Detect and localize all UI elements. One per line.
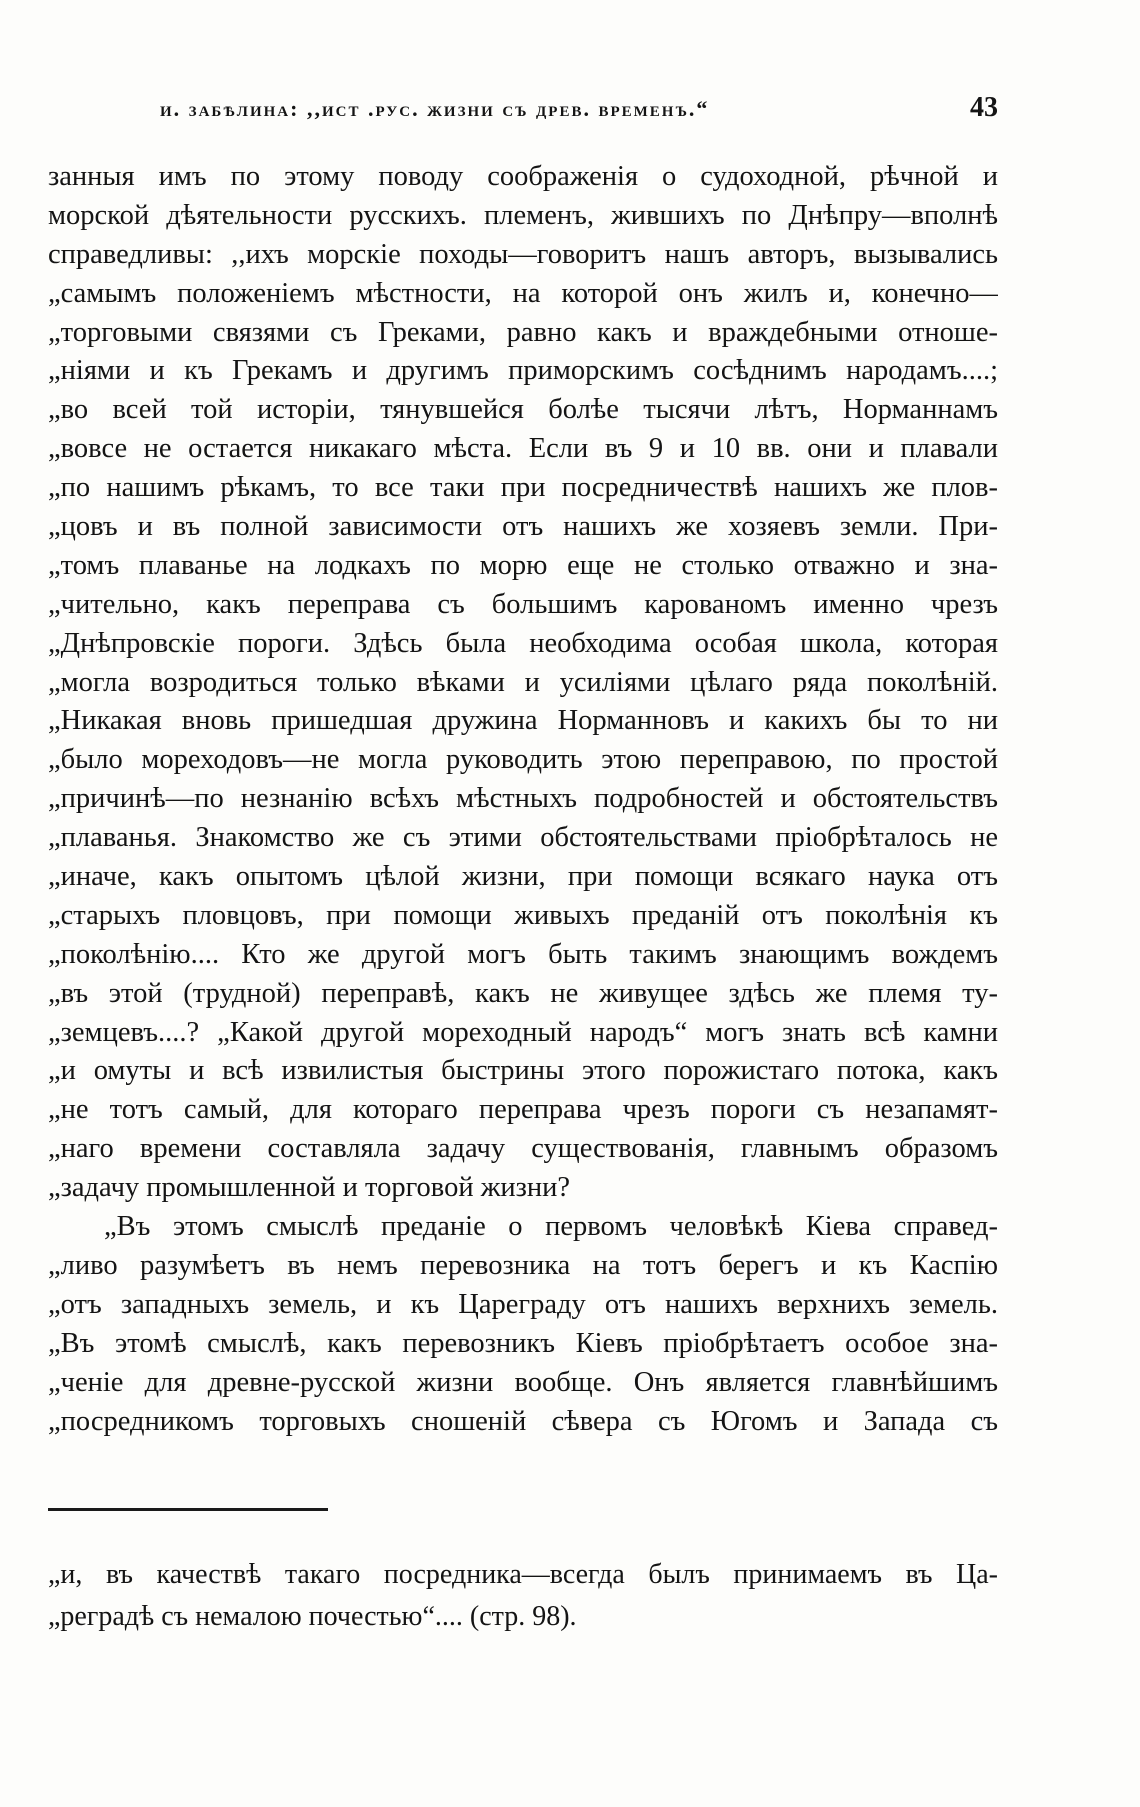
- text-line: „поколѣнію.... Кто же другой могъ быть такимъ знающимъ вождемъ: [48, 938, 998, 970]
- text-line: „и омуты и всѣ извилистыя быстрины этого порожистаго потока, какъ: [48, 1055, 998, 1087]
- text-line: „отъ западныхъ земель, и къ Цареграду отъ нашихъ верхнихъ земель.: [48, 1288, 998, 1320]
- text-line: „могла возродиться только вѣками и усиліями цѣлаго ряда поколѣній.: [48, 666, 998, 698]
- text-line: занныя имъ по этому поводу соображенія о судоходной, рѣчной и: [48, 161, 998, 192]
- text-line: „старыхъ пловцовъ, при помощи живыхъ преданій отъ поколѣнія къ: [48, 899, 998, 931]
- text-line: „наго времени составляла задачу существованія, главнымъ образомъ: [48, 1133, 998, 1165]
- text-line: „торговыми связями съ Греками, равно какъ и враждебными отноше-: [48, 316, 998, 348]
- paragraph-start-line: „Въ этомъ смыслѣ преданіе о первомъ человѣкѣ Кіева справед-: [104, 1211, 998, 1243]
- body-text: [48, 158, 998, 1441]
- footnote-line: „реградѣ съ немалою почестью“.... (стр. 98).: [48, 1601, 577, 1632]
- text-line: „ливо разумѣетъ въ немъ перевозника на тотъ берегъ и къ Каспію: [48, 1249, 998, 1281]
- footnote: [48, 1554, 998, 1638]
- text-line: „въ этой (трудной) переправѣ, какъ не живущее здѣсь же племя ту-: [48, 977, 998, 1009]
- running-head: [160, 92, 998, 132]
- text-line: „было мореходовъ—не могла руководить этою переправою, по простой: [48, 744, 998, 776]
- text-line: „цовъ и въ полной зависимости отъ нашихъ же хозяевъ земли. При-: [48, 511, 998, 543]
- text-line: „посредникомъ торговыхъ сношеній сѣвера съ Югомъ и Запада съ: [48, 1405, 998, 1437]
- running-title: и. забѣлина: ,,ист .рус. жизни съ древ. временъ.“: [160, 96, 710, 121]
- text-line: „томъ плаванье на лодкахъ по морю еще не столько отважно и зна-: [48, 549, 998, 581]
- text-line: „во всей той исторіи, тянувшейся болѣе тысячи лѣтъ, Норманнамъ: [48, 394, 998, 426]
- footnote-divider: [48, 1508, 328, 1511]
- text-line: „по нашимъ рѣкамъ, то все таки при посредничествѣ нашихъ же плов-: [48, 472, 998, 504]
- text-line: морской дѣятельности русскихъ. племенъ, жившихъ по Днѣпру—вполнѣ: [48, 199, 998, 231]
- text-line: „Днѣпровскіе пороги. Здѣсь была необходима особая школа, которая: [48, 627, 998, 659]
- text-line: „ніями и къ Грекамъ и другимъ приморскимъ сосѣднимъ народамъ....;: [48, 355, 998, 387]
- page-number: 43: [970, 92, 998, 123]
- text-line: „ченіе для древне-русской жизни вообще. Онъ является главнѣйшимъ: [48, 1366, 998, 1398]
- text-line: „Въ этомѣ смыслѣ, какъ перевозникъ Кіевъ пріобрѣтаетъ особое зна-: [48, 1327, 998, 1359]
- text-line: „причинѣ—по незнанію всѣхъ мѣстныхъ подробностей и обстоятельствъ: [48, 783, 998, 815]
- text-line: „иначе, какъ опытомъ цѣлой жизни, при помощи всякаго наука отъ: [48, 861, 998, 893]
- text-line: „земцевъ....? „Какой другой мореходный народъ“ могъ знать всѣ камни: [48, 1016, 998, 1048]
- text-line: „вовсе не остается никакаго мѣста. Если въ 9 и 10 вв. они и плавали: [48, 433, 998, 465]
- text-line: „плаванья. Знакомство же съ этими обстоятельствами пріобрѣталось не: [48, 822, 998, 854]
- paragraph-end-line: „задачу промышленной и торговой жизни?: [48, 1172, 571, 1204]
- text-line: справедливы: ,,ихъ морскіе походы—говоритъ нашъ авторъ, вызывались: [48, 238, 998, 270]
- text-line: „самымъ положеніемъ мѣстности, на которой онъ жилъ и, конечно—: [48, 277, 998, 309]
- footnote-line: „и, въ качествѣ такаго посредника—всегда былъ принимаемъ въ Ца-: [48, 1559, 998, 1590]
- text-line: „не тотъ самый, для котораго переправа чрезъ пороги съ незапамят-: [48, 1094, 998, 1126]
- text-line: „чительно, какъ переправа съ большимъ карованомъ именно чрезъ: [48, 588, 998, 620]
- text-line: „Никакая вновь пришедшая дружина Норманновъ и какихъ бы то ни: [48, 705, 998, 737]
